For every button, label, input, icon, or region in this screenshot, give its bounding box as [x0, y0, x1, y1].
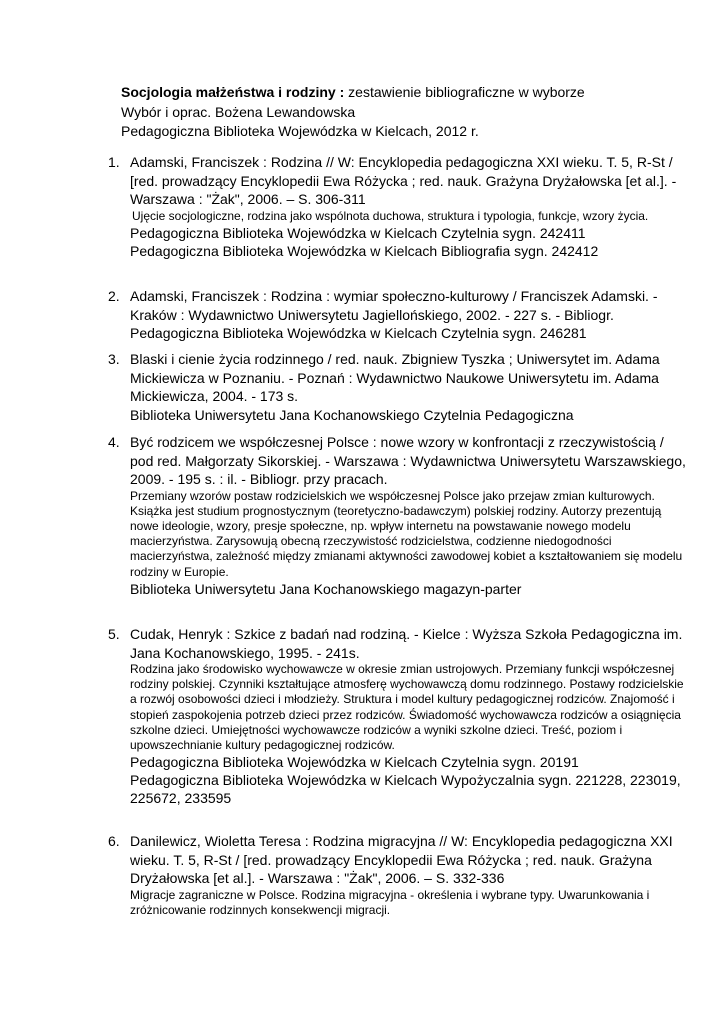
title-rest-part: zestawienie bibliograficzne w wyborze: [344, 84, 585, 100]
entry-annotation: Rodzina jako środowisko wychowawcze w okresie zmian ustrojowych. Przemiany funkcji współczesnej rodziny polskiej. Czynniki kształtujące atmosferę wychowawczą domu rodzinnego. Postawy rodzicielskie a rozwój osobowości dzieci i młodzieży. Struktura i model kultury pedagogicznej rodziców. Znajomość i stopień zaspokojenia potrzeb dzieci przez rodziców. Świadomość wychowawcza rodziców a osiągnięcia szkolne dzieci. Umiejętności wychowawcze rodziców a wyniki szkolne dzieci. Treść, poziom i upowszechnianie kultury pedagogicznej rodziców.: [130, 662, 684, 753]
entry-number: 4.: [108, 434, 120, 450]
entry-number: 6.: [108, 833, 120, 849]
title-bold-part: Socjologia małżeństwa i rodziny :: [121, 84, 345, 100]
entry-citation: Cudak, Henryk : Szkice z badań nad rodziną. - Kielce : Wyższa Szkoła Pedagogiczna im. Jana Kochanowskiego, 1995. - 241s.: [130, 626, 683, 661]
entry-citation: Adamski, Franciszek : Rodzina // W: Encyklopedia pedagogiczna XXI wieku. T. 5, R-St / [red. prowadzący Encyklopedii Ewa Różycka ; red. nauk. Grażyna Dryżałowska [et al.]. - Warszawa : "Żak", 2006. – S. 306-311: [130, 154, 677, 207]
compiled-by: Wybór i oprac. Bożena Lewandowska: [121, 103, 356, 120]
document-header: [121, 83, 681, 142]
entry-location: Biblioteka Uniwersytetu Jana Kochanowskiego Czytelnia Pedagogiczna: [130, 406, 574, 423]
entry-annotation: Przemiany wzorów postaw rodzicielskich we współczesnej Polsce jako przejaw zmian kulturowych. Książka jest studium prognostycznym (teoretyczno-badawczym) polskiej rodziny. Autorzy prezentują nowe ideologie, wzory, presje społeczne, np. wpływ internetu na powstawanie nowego modelu macierzyństwa. Zarysowują obecną rzeczywistość rodzicielstwa, codzienne niedogodności macierzyństwa, zależność między zmianami aktywności zawodowej kobiet a kształtowaniem się modelu rodziny w Europie.: [130, 488, 683, 579]
bibliography-entry-5: [108, 625, 688, 807]
entry-citation: Adamski, Franciszek : Rodzina : wymiar społeczno-kulturowy / Franciszek Adamski. - Kraków : Wydawnictwo Uniwersytetu Jagiellońskiego, 2002. - 227 s. - Bibliogr.: [130, 288, 658, 323]
bibliography-entry-4: [108, 433, 688, 598]
entry-annotation: Ujęcie socjologiczne, rodzina jako wspólnota duchowa, struktura i typologia, funkcje, wzory życia.: [132, 208, 649, 223]
entry-location: Pedagogiczna Biblioteka Wojewódzka w Kielcach Czytelnia sygn. 246281: [130, 325, 587, 341]
entry-number: 3.: [108, 351, 120, 367]
entry-citation: Blaski i cienie życia rodzinnego / red. nauk. Zbigniew Tyszka ; Uniwersytet im. Adama Mickiewicza w Poznaniu. - Poznań : Wydawnictwo Naukowe Uniwersytetu im. Adama Mickiewicza, 2004. - 173 s.: [130, 351, 660, 404]
entry-citation: Być rodzicem we współczesnej Polsce : nowe wzory w konfrontacji z rzeczywistością / pod red. Małgorzaty Sikorskiej. - Warszawa : Wydawnictwa Uniwersytetu Warszawskiego, 2009. - 195 s. : il. - Bibliogr. przy pracach.: [130, 434, 686, 487]
publisher-line: Pedagogiczna Biblioteka Wojewódzka w Kielcach, 2012 r.: [121, 123, 479, 139]
bibliography-entry-3: [108, 350, 688, 424]
entry-number: 2.: [108, 288, 120, 304]
bibliography-entry-2: [108, 287, 688, 342]
entry-annotation: Migracje zagraniczne w Polsce. Rodzina migracyjna - określenia i wybrane typy. Uwarunkowania i zróżnicowanie rodzinnych konsekwencji migracji.: [130, 887, 650, 917]
entry-location: Biblioteka Uniwersytetu Jana Kochanowskiego magazyn-parter: [130, 580, 522, 597]
document-title: [121, 83, 681, 103]
entry-location: Pedagogiczna Biblioteka Wojewódzka w Kielcach Bibliografia sygn. 242412: [130, 242, 599, 259]
entry-location: Pedagogiczna Biblioteka Wojewódzka w Kielcach Czytelnia sygn. 242411: [130, 224, 586, 241]
entry-location: Pedagogiczna Biblioteka Wojewódzka w Kielcach Czytelnia sygn. 20191: [130, 754, 579, 771]
bibliography-entry-1: [108, 153, 688, 260]
entry-citation: Danilewicz, Wioletta Teresa : Rodzina migracyjna // W: Encyklopedia pedagogiczna XXI wieku. T. 5, R-St / [red. prowadzący Encyklopedii Ewa Różycka ; red. nauk. Grażyna Dryżałowska [et al.]. - Warszawa : "Żak", 2006. – S. 332-336: [130, 833, 673, 886]
bibliography-entry-6: [108, 832, 688, 918]
entry-location: Pedagogiczna Biblioteka Wojewódzka w Kielcach Wypożyczalnia sygn. 221228, 223019, 225672, 233595: [130, 772, 681, 807]
entry-number: 1.: [108, 154, 120, 170]
entry-number: 5.: [108, 626, 120, 642]
